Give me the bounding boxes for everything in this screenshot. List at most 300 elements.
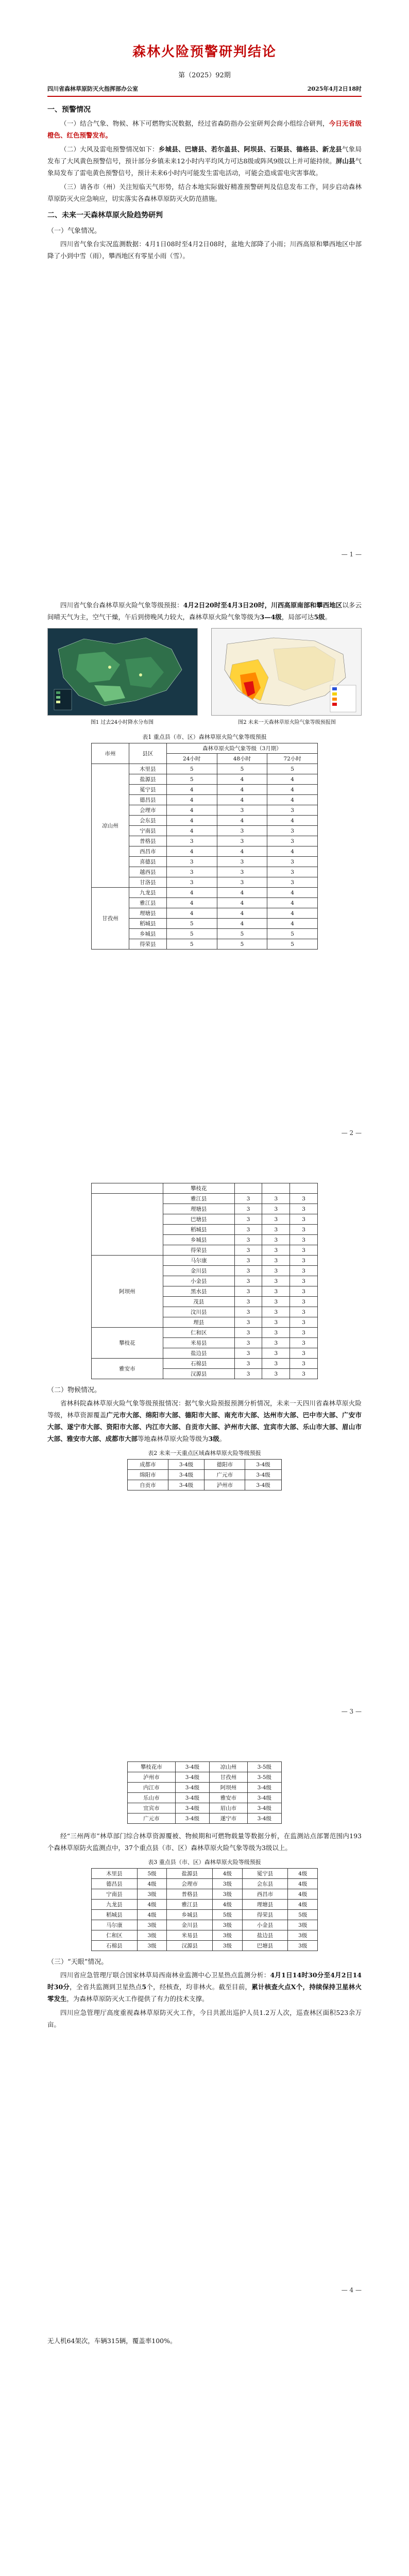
level-cell: 4级 [213,1869,242,1879]
level-cell: 3级 [288,1941,318,1951]
region-forecast-table-continued [127,1761,282,1824]
level-72h-cell: 4 [267,888,318,898]
table-row [92,1256,318,1266]
level-72h-cell: 3 [290,1369,318,1379]
region-cell: 仁和区 [92,1930,138,1941]
region-cell: 稻城县 [92,1910,138,1920]
level-24h-cell [234,1183,262,1194]
table-row [128,1793,282,1803]
level-24h-cell: 3 [234,1369,262,1379]
level-24h-cell: 3 [234,1328,262,1338]
region-cell: 雅江县 [167,1900,213,1910]
region-cell: 自贡市 [128,1480,168,1490]
region-cell: 盐边县 [242,1930,288,1941]
level-72h-cell: 3 [290,1297,318,1307]
table-row [92,1879,318,1889]
region-cell: 木里县 [92,1869,138,1879]
table-2-caption: 表2 未来一天重点区域森林草原火险等级预报 [148,1450,261,1456]
level-cell: 3-4级 [168,1480,204,1490]
level-24h-cell: 4 [166,826,217,836]
paragraph-phenology: 省林科院森林草原火险气象等级预报情况：据气象火险预报预测分析情况，未来一天四川省森林草原火险等级，林草资源覆盖广元市大部、绵阳市大部、德阳市大部、南充市大部、达州市大部、巴中市大部、广安市大部、遂宁市大部、资阳市大部、内江市大部、自贡市大部、泸州市大部、宜宾市大部、乐山市大部、眉山市大部、雅安市大部、成都市大部等地森林草原火险等级为3级。 [47,1399,362,1443]
level-cell: 3-4级 [175,1793,209,1803]
level-cell: 3-4级 [175,1803,209,1814]
paragraph-warnings-1: （一）结合气象、物候、林下可燃物实况数据，经过省森防指办公室研判会商小组综合研判，今日无省级橙色、红色预警发布。 [47,120,362,139]
county-cell: 会东县 [129,816,166,826]
table-row [128,1814,282,1824]
region-cell: 广元市 [128,1814,176,1824]
level-48h-cell: 3 [262,1276,290,1286]
table-row [92,1930,318,1941]
table-row [128,1772,282,1783]
level-72h-cell: 3 [290,1286,318,1297]
level-24h-cell: 5 [166,919,217,929]
region-cell: 西昌市 [242,1889,288,1900]
figure-captions [47,718,362,725]
table-row [128,1783,282,1793]
region-cell: 泸州市 [128,1772,176,1783]
level-72h-cell: 4 [267,898,318,908]
region-cell: 普格县 [167,1889,213,1900]
page-4 [0,1736,409,2314]
county-cell: 稻城县 [163,1225,234,1235]
table-row [92,1900,318,1910]
county-cell: 巴塘县 [163,1214,234,1225]
paragraph-drones: 无人机64架次，车辆315辆，覆盖率100%。 [47,2337,177,2345]
level-cell: 4级 [137,1879,166,1889]
level-24h-cell: 3 [234,1235,262,1245]
county-cell: 得荣县 [129,939,166,950]
page-number: — 3 — [341,1708,362,1715]
level-72h-cell: 5 [267,764,318,774]
level-cell: 3-4级 [245,1460,282,1470]
region-cell: 德昌县 [92,1879,138,1889]
region-forecast-table [127,1459,282,1490]
level-24h-cell: 3 [234,1359,262,1369]
table-row [92,1183,318,1194]
county-cell: 金川县 [163,1266,234,1276]
level-cell: 4级 [137,1900,166,1910]
level-72h-cell: 3 [290,1266,318,1276]
table-row [92,888,318,898]
level-cell: 3-4级 [247,1793,281,1803]
region-cell: 眉山市 [210,1803,248,1814]
area-cell [92,1194,163,1256]
region-cell: 遂宁市 [210,1814,248,1824]
region-cell: 会东县 [242,1879,288,1889]
level-48h-cell: 3 [217,877,267,888]
level-48h-cell: 3 [262,1245,290,1256]
level-cell: 4级 [288,1869,318,1879]
level-24h-cell: 5 [166,774,217,785]
region-cell: 米易县 [167,1930,213,1941]
level-72h-cell: 3 [290,1328,318,1338]
figure-1-caption: 图1 过去24小时降水分布图 [90,720,154,725]
level-cell: 3-4级 [175,1814,209,1824]
level-48h-cell: 5 [217,939,267,950]
region-cell: 九龙县 [92,1900,138,1910]
level-72h-cell: 3 [290,1245,318,1256]
level-24h-cell: 3 [234,1214,262,1225]
level-48h-cell: 4 [217,774,267,785]
level-48h-cell: 4 [217,795,267,805]
level-72h-cell: 3 [267,836,318,846]
area-cell [92,1183,163,1194]
level-72h-cell: 3 [267,826,318,836]
level-48h-cell: 3 [262,1359,290,1369]
county-cell: 理县 [163,1317,234,1328]
region-cell: 广元市 [204,1470,245,1480]
level-24h-cell: 4 [166,785,217,795]
paragraph-patrol: 四川应急管理厅高度重视森林草原防灭火工作，今日共派出巡护人员1.2万人次，巡查林区面积523余万亩。 [47,2009,362,2028]
level-48h-cell: 4 [217,919,267,929]
level-72h-cell: 3 [290,1204,318,1214]
level-48h-cell: 4 [217,816,267,826]
table-row [92,1910,318,1920]
issuing-org: 四川省森林草原防灭火指挥部办公室 [47,86,138,92]
area-cell: 雅安市 [92,1359,163,1379]
county-cell: 茂县 [163,1297,234,1307]
level-24h-cell: 4 [166,816,217,826]
level-48h-cell: 3 [262,1369,290,1379]
level-cell: 4级 [288,1889,318,1900]
key-county-table [91,1868,318,1951]
level-48h-cell: 3 [262,1348,290,1359]
region-cell: 巴塘县 [242,1941,288,1951]
region-cell: 得荣县 [242,1910,288,1920]
county-cell: 米易县 [163,1338,234,1348]
county-cell: 理塘县 [163,1204,234,1214]
level-cell: 3-4级 [168,1470,204,1480]
level-24h-cell: 3 [234,1297,262,1307]
table-3-caption: 表3 重点县（市、区）森林草原火险等级预报 [148,1859,261,1866]
level-24h-cell: 4 [166,908,217,919]
level-cell: 3-4级 [168,1460,204,1470]
level-cell: 3级 [213,1941,242,1951]
figure-2-caption: 图2 未来一天森林草原火险气象等级预报图 [238,720,336,725]
section-heading-trend: 二、未来一天森林草原火险趋势研判 [47,211,163,219]
level-cell: 4级 [213,1900,242,1910]
level-48h-cell: 3 [262,1297,290,1307]
level-48h-cell: 4 [217,846,267,857]
subheading-phenology: （二）物候情况。 [47,1386,101,1394]
level-72h-cell: 3 [290,1348,318,1359]
region-cell: 宜宾市 [128,1803,176,1814]
level-cell: 3-4级 [175,1772,209,1783]
table-row [92,1920,318,1930]
table-row [92,1941,318,1951]
county-cell: 西昌市 [129,846,166,857]
level-24h-cell: 3 [234,1338,262,1348]
level-72h-cell: 4 [267,846,318,857]
column-header-area: 市州 [92,743,129,764]
level-72h-cell: 3 [290,1194,318,1204]
county-cell: 雅江县 [163,1194,234,1204]
region-cell: 汉源县 [167,1941,213,1951]
county-cell: 甘洛县 [129,877,166,888]
level-72h-cell: 3 [267,805,318,816]
table-row [128,1470,282,1480]
region-cell: 泸州市 [204,1480,245,1490]
paragraph-forecast: 四川省气象台森林草原火险气象等级预报：4月2日20时至4月3日20时，川西高原南部和攀西地区以多云间晴天气为主，空气干燥，午后到傍晚风力较大，森林草原火险气象等级为3—4级，局部可达5级。 [47,601,362,621]
level-72h-cell: 4 [267,908,318,919]
table-row [92,1889,318,1900]
county-cell: 稻城县 [129,919,166,929]
level-cell: 3级 [137,1920,166,1930]
region-cell: 甘孜州 [210,1772,248,1783]
level-cell: 3级 [213,1879,242,1889]
level-24h-cell: 3 [234,1307,262,1317]
level-72h-cell: 3 [290,1317,318,1328]
region-cell: 会理市 [167,1879,213,1889]
fire-risk-forecast-map [211,628,362,716]
county-cell: 普格县 [129,836,166,846]
level-48h-cell: 3 [217,857,267,867]
region-cell: 盐源县 [167,1869,213,1879]
level-48h-cell: 3 [262,1204,290,1214]
paragraph-key-counties: 经“三州两市”林草部门综合林草资源覆被、物候期和可燃物载量等数据分析，在监测站点部署范围内193个森林草原防火监测点中，37个重点县（市、区）森林草原火险气象等级为3级以上。 [47,1832,362,1852]
paragraph-sky-eye: 四川省应急管理厅联合国家林草局西南林业监测中心卫星热点监测分析：4月1日14时30分至4月2日14时30分，全省共监测到卫星热点5个，经核查，均非林火。截至目前，累计核查火点X个，持续保持卫星林火零发生，为森林草原防灭火工作提供了有力的技术支撑。 [47,1971,362,2003]
level-48h-cell: 3 [262,1338,290,1348]
level-cell: 5级 [288,1910,318,1920]
county-cell: 越西县 [129,867,166,877]
table-row [92,1194,318,1204]
page-2 [0,579,409,1157]
column-header-24h: 24小时 [166,754,217,764]
county-cell: 乡城县 [129,929,166,939]
area-cell: 攀枝花 [92,1328,163,1359]
county-cell: 石棉县 [163,1359,234,1369]
level-48h-cell: 3 [262,1317,290,1328]
county-cell: 小金县 [163,1276,234,1286]
level-24h-cell: 3 [234,1276,262,1286]
county-cell: 木里县 [129,764,166,774]
level-72h-cell: 3 [267,857,318,867]
level-cell: 3-5级 [247,1762,281,1772]
level-cell: 3-4级 [245,1480,282,1490]
column-header-forecast: 森林草原火险气象等级（3月期） [166,743,317,754]
level-48h-cell: 3 [262,1214,290,1225]
level-48h-cell: 3 [262,1194,290,1204]
level-24h-cell: 3 [234,1204,262,1214]
level-72h-cell: 3 [290,1225,318,1235]
level-cell: 3-5级 [247,1772,281,1783]
page-number: — 1 — [341,551,362,558]
table-1-caption: 表1 重点县（市、区）森林草原火险气象等级预报 [142,734,267,740]
level-cell: 5级 [213,1910,242,1920]
county-cell: 得荣县 [163,1245,234,1256]
area-cell: 阿坝州 [92,1256,163,1328]
level-72h-cell: 3 [267,877,318,888]
county-cell: 汶川县 [163,1307,234,1317]
county-cell: 喜德县 [129,857,166,867]
level-48h-cell [262,1183,290,1194]
level-24h-cell: 3 [166,857,217,867]
level-cell: 3级 [288,1920,318,1930]
level-72h-cell [290,1183,318,1194]
page-5 [0,2314,409,2576]
level-48h-cell: 3 [262,1307,290,1317]
area-cell: 凉山州 [92,764,129,888]
county-cell: 乡城县 [163,1235,234,1245]
level-48h-cell: 5 [217,764,267,774]
subheading-weather: （一）气象情况。 [47,227,101,235]
level-72h-cell: 4 [267,795,318,805]
level-cell: 3-4级 [245,1470,282,1480]
level-48h-cell: 4 [217,908,267,919]
level-48h-cell: 3 [262,1225,290,1235]
level-cell: 3级 [137,1889,166,1900]
level-cell: 3-4级 [247,1783,281,1793]
report-title: 森林火险预警研判结论 [132,44,277,60]
county-cell: 会理市 [129,805,166,816]
table-row [128,1762,282,1772]
page-number: — 2 — [341,1129,362,1137]
level-48h-cell: 3 [262,1256,290,1266]
table-row [128,1803,282,1814]
level-72h-cell: 3 [290,1338,318,1348]
level-48h-cell: 3 [217,805,267,816]
county-cell: 汉源县 [163,1369,234,1379]
level-72h-cell: 3 [290,1359,318,1369]
county-cell: 宁南县 [129,826,166,836]
level-cell: 3级 [288,1930,318,1941]
region-cell: 攀枝花市 [128,1762,176,1772]
level-cell: 3级 [137,1930,166,1941]
region-cell: 乐山市 [128,1793,176,1803]
page-3 [0,1157,409,1736]
level-cell: 4级 [288,1879,318,1889]
column-header-48h: 48小时 [217,754,267,764]
table-row [92,1328,318,1338]
county-cell: 冕宁县 [129,785,166,795]
level-24h-cell: 5 [166,929,217,939]
issue-number: 第（2025）92期 [178,72,231,79]
level-72h-cell: 3 [290,1256,318,1266]
level-cell: 3级 [213,1920,242,1930]
level-24h-cell: 4 [166,805,217,816]
table-row [92,764,318,774]
level-24h-cell: 3 [166,877,217,888]
region-cell: 马尔康 [92,1920,138,1930]
region-cell: 成都市 [128,1460,168,1470]
level-24h-cell: 4 [166,898,217,908]
level-72h-cell: 4 [267,919,318,929]
table-row [128,1460,282,1470]
level-cell: 3-4级 [175,1783,209,1793]
level-48h-cell: 3 [217,867,267,877]
page-number: — 4 — [341,2286,362,2294]
level-72h-cell: 3 [290,1235,318,1245]
level-cell: 3-4级 [247,1803,281,1814]
county-cell: 盐源县 [129,774,166,785]
region-cell: 凉山州 [210,1762,248,1772]
region-cell: 雅安市 [210,1793,248,1803]
level-72h-cell: 3 [290,1276,318,1286]
level-24h-cell: 3 [166,836,217,846]
region-cell: 小金县 [242,1920,288,1930]
level-72h-cell: 3 [267,867,318,877]
region-cell: 内江市 [128,1783,176,1793]
column-header-county: 县区 [129,743,166,764]
region-cell: 金川县 [167,1920,213,1930]
level-cell: 3级 [213,1889,242,1900]
level-48h-cell: 4 [217,888,267,898]
area-cell: 甘孜州 [92,888,129,950]
issue-date: 2025年4月2日18时 [307,86,362,92]
level-24h-cell: 4 [166,795,217,805]
county-cell: 盐边县 [163,1348,234,1359]
level-48h-cell: 3 [262,1328,290,1338]
level-48h-cell: 3 [262,1266,290,1276]
level-48h-cell: 5 [217,929,267,939]
level-cell: 4级 [137,1910,166,1920]
level-72h-cell: 5 [267,929,318,939]
level-72h-cell: 4 [267,774,318,785]
paragraph-warnings-3: （三）请各市（州）关注短临天气形势，结合本地实际做好精准预警研判及信息发布工作，同步启动森林草原防灭火应急响应，切实落实各森林草原防灭火防范措施。 [47,183,362,202]
county-cell: 雅江县 [129,898,166,908]
level-48h-cell: 3 [262,1286,290,1297]
level-48h-cell: 3 [217,836,267,846]
level-cell: 3级 [213,1930,242,1941]
county-cell: 仁和区 [163,1328,234,1338]
level-48h-cell: 4 [217,898,267,908]
forecast-table-1 [91,743,318,950]
level-48h-cell: 3 [262,1235,290,1245]
level-48h-cell: 4 [217,785,267,795]
level-72h-cell: 4 [267,785,318,795]
level-24h-cell: 4 [166,888,217,898]
level-cell: 3-4级 [175,1762,209,1772]
level-72h-cell: 3 [290,1214,318,1225]
county-cell: 马尔康 [163,1256,234,1266]
level-cell: 4级 [288,1900,318,1910]
level-cell: 3-4级 [247,1814,281,1824]
level-24h-cell: 5 [166,764,217,774]
paragraph-warnings-2: （二）大风及雷电预警情况如下：乡城县、巴塘县、若尔盖县、阿坝县、石渠县、德格县、新龙县气象局发布了大风黄色预警信号，预计部分乡镇未来12小时内平均风力可达8级或阵风9级以上并可能持续。屏山县气象局发布了雷电黄色预警信号，预计未来6小时内可能发生雷电活动，可能会造成雷电灾害事故。 [47,145,362,177]
table-row [128,1480,282,1490]
county-cell: 德昌县 [129,795,166,805]
level-cell: 3级 [137,1941,166,1951]
column-header-72h: 72小时 [267,754,318,764]
level-24h-cell: 3 [234,1194,262,1204]
county-cell: 九龙县 [129,888,166,898]
level-24h-cell: 4 [166,846,217,857]
region-cell: 德阳市 [204,1460,245,1470]
region-cell: 绵阳市 [128,1470,168,1480]
region-cell: 宁南县 [92,1889,138,1900]
level-24h-cell: 3 [166,867,217,877]
county-cell: 理塘县 [129,908,166,919]
region-cell: 乡城县 [167,1910,213,1920]
level-24h-cell: 3 [234,1317,262,1328]
section-heading-warnings: 一、预警情况 [47,106,91,114]
subheading-sky-eye: （三）“天眼”情况。 [47,1958,108,1966]
forecast-table-1-continued [91,1183,318,1379]
region-cell: 理塘县 [242,1900,288,1910]
precipitation-map [47,628,198,716]
level-cell: 5级 [137,1869,166,1879]
level-24h-cell: 3 [234,1256,262,1266]
level-24h-cell: 3 [234,1266,262,1276]
level-72h-cell: 3 [290,1307,318,1317]
level-24h-cell: 5 [166,939,217,950]
level-24h-cell: 3 [234,1286,262,1297]
table-row [92,1359,318,1369]
level-24h-cell: 3 [234,1225,262,1235]
region-cell: 石棉县 [92,1941,138,1951]
region-cell: 冕宁县 [242,1869,288,1879]
level-24h-cell: 3 [234,1245,262,1256]
